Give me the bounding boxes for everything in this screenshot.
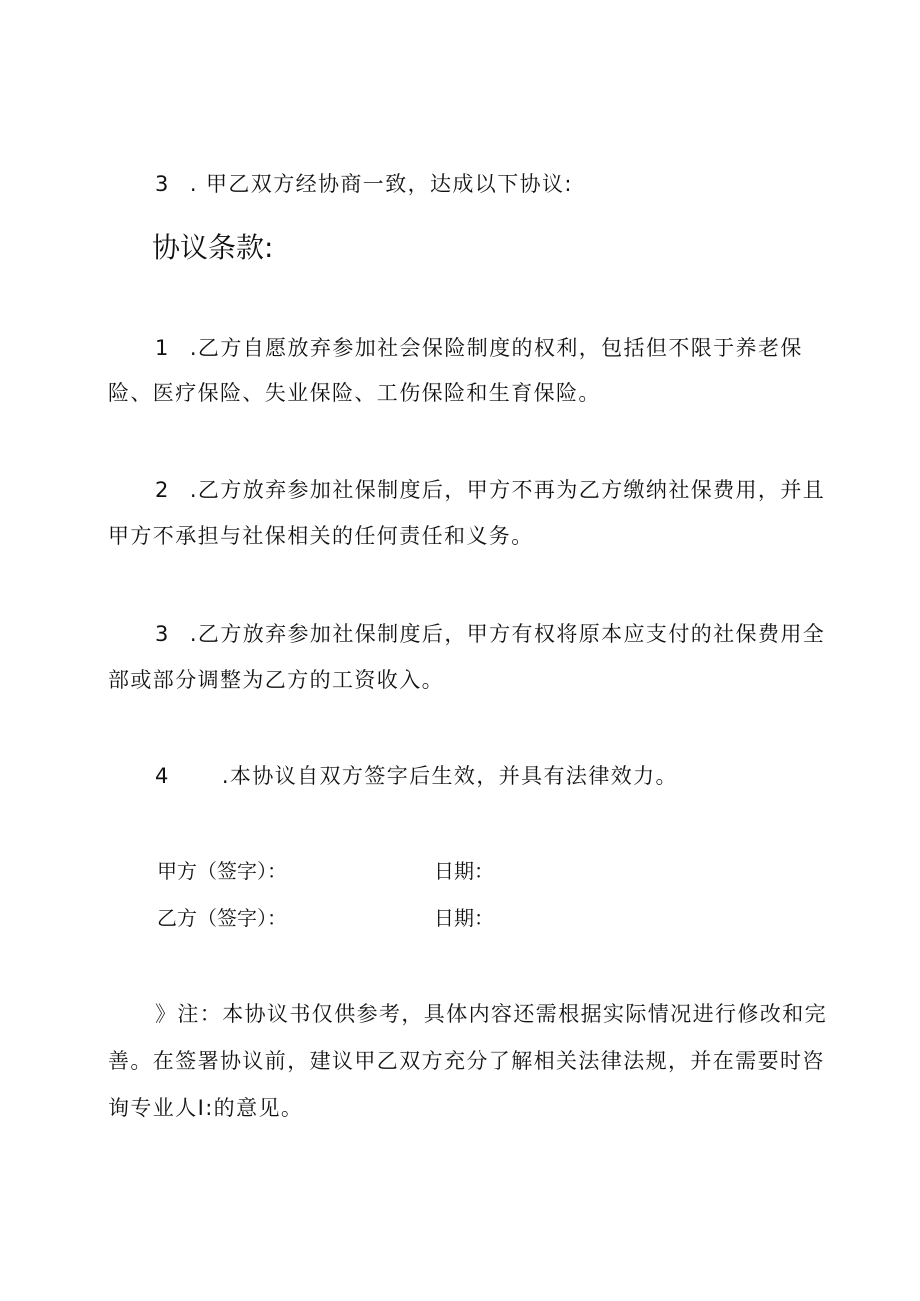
clause-1-text-1: .乙方自愿放弃参加社会保险制度的权利，包括但不限于养老保 [189, 336, 803, 360]
note-line-3: 询专业人I:的意见。 [108, 1096, 304, 1120]
clause-1-number: 1 [155, 336, 170, 360]
clause-4-number: 4 [155, 764, 170, 788]
clause-3-number: 3 [155, 622, 170, 646]
party-b-date-label: 日期： [434, 906, 494, 930]
intro-number: 3 [155, 172, 170, 196]
intro-line [155, 170, 573, 198]
note-line-2: 善。在签署协议前，建议甲乙双方充分了解相关法律法规，并在需要时咨 [108, 1049, 825, 1073]
clause-3-text-1: .乙方放弃参加社保制度后，甲方有权将原本应支付的社保费用全 [189, 622, 826, 646]
intro-text: . 甲乙双方经协商一致，达成以下协议: [189, 172, 573, 196]
section-heading: 协议条款: [152, 231, 274, 264]
party-b-signature-label: 乙方（签字）： [157, 906, 287, 930]
clause-4-line-1 [155, 762, 678, 790]
clause-4-text-1: .本协议自双方签字后生效，并具有法律效力。 [221, 764, 678, 788]
clause-2-line-2: 甲方不承担与社保相关的任何责任和义务。 [108, 524, 534, 548]
clause-1-line-2: 险、医疗保险、失业保险、工伤保险和生育保险。 [108, 381, 601, 405]
note-line-1: 》注：本协议书仅供参考，具体内容还需根据实际情况进行修改和完 [155, 1002, 827, 1026]
party-a-signature-label: 甲方（签字）： [157, 859, 287, 883]
clause-2-text-1: .乙方放弃参加社保制度后，甲方不再为乙方缴纳社保费用，并且 [189, 478, 826, 502]
party-a-date-label: 日期： [434, 859, 494, 883]
clause-1-line-1 [155, 334, 803, 362]
clause-2-line-1 [155, 476, 825, 504]
clause-3-line-2: 部或部分调整为乙方的工资收入。 [108, 668, 444, 692]
clause-3-line-1 [155, 620, 825, 648]
clause-2-number: 2 [155, 478, 170, 502]
